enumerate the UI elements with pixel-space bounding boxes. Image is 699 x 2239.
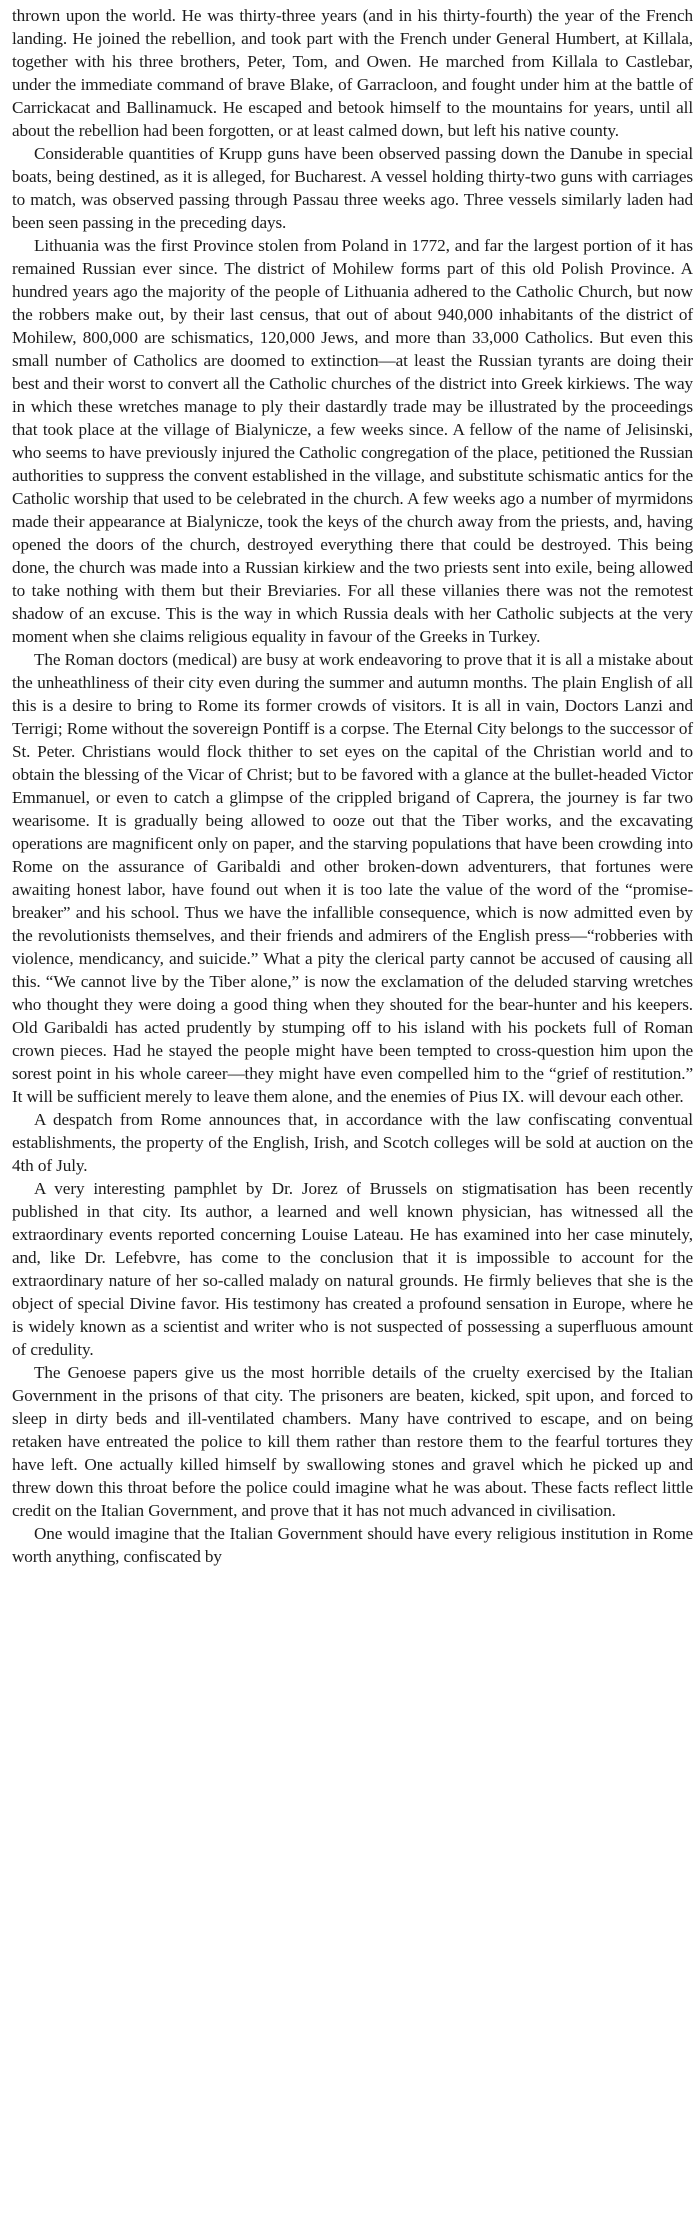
paragraph-stigmatisation-pamphlet: A very interesting pamphlet by Dr. Jorez of Brussels on stigmatisation has been recently published in that city. Its author, a learned and well known physician, has witnessed all the extraordinary events reported concerning Louise Lateau. He has examined into her case minutely, and, like Dr. Lefebvre, has come to the conclusion that it is impossible to account for the extraordinary nature of her so-called malady on natural grounds. He firmly believes that she is the object of special Divine favor. His testimony has created a profound sensation in Europe, where he is widely known as a scientist and writer who is not suspected of possessing a superfluous amount of credulity.: [12, 1179, 693, 1359]
paragraph-lithuania: Lithuania was the first Province stolen from Poland in 1772, and far the largest portion of it has remained Russian ever since. The district of Mohilew forms part of this old Polish Province. A hundred years ago the majority of the people of Lithuania adhered to the Catholic Church, but now the robbers make out, by their last census, that out of about 940,000 inhabitants of the district of Mohilew, 800,000 are schismatics, 120,000 Jews, and more than 33,000 Catholics. But even this small number of Catholics are doomed to extinction—at least the Russian tyrants are doing their best and their worst to convert all the Catholic churches of the district into Greek kirkiews. The way in which these wretches manage to ply their dastardly trade may be illustrated by the proceedings that took place at the village of Bialynicze, a few weeks since. A fellow of the name of Jelisinski, who seems to have previously injured the Catholic congregation of the place, petitioned the Russian authorities to suppress the convent established in the village, and substitute schismatic antics for the Catholic worship that used to be celebrated in the church. A few weeks ago a number of myrmidons made their appearance at Bialynicze, took the keys of the church away from the priests, and, having opened the doors of the church, destroyed everything there that could be destroyed. This being done, the church was made into a Russian kirkiew and the two priests sent into exile, being allowed to take nothing with them but their Breviaries. For all these villanies there was not the remotest shadow of an excuse. This is the way in which Russia deals with her Catholic subjects at the very moment when she claims religious equality in favour of the Greeks in Turkey.: [12, 236, 693, 646]
paragraph-genoese-prisons: The Genoese papers give us the most horrible details of the cruelty exercised by the Italian Government in the prisons of that city. The prisoners are beaten, kicked, spit upon, and forced to sleep in dirty beds and ill-ventilated chambers. Many have contrived to escape, and on being retaken have entreated the police to kill them rather than restore them to the fearful tortures they have left. One actually killed himself by swallowing stones and gravel which he picked up and threw down this throat before the police could imagine what he was about. These facts reflect little credit on the Italian Government, and prove that it has not much advanced in civilisation.: [12, 1363, 693, 1520]
paragraph-rome-despatch: A despatch from Rome announces that, in accordance with the law confiscating conventual establishments, the property of the English, Irish, and Scotch colleges will be sold at auction on the 4th of July.: [12, 1110, 693, 1175]
paragraph-rebellion-biography: thrown upon the world. He was thirty-three years (and in his thirty-fourth) the year of the French landing. He joined the rebellion, and took part with the French under General Humbert, at Killala, together with his three brothers, Peter, Tom, and Owen. He marched from Killala to Castlebar, under the immediate command of brave Blake, of Garracloon, and fought under him at the battle of Carrickacat and Ballinamuck. He escaped and betook himself to the mountains for years, until all about the rebellion had been forgotten, or at least calmed down, but left his native county.: [12, 6, 693, 140]
paragraph-krupp-guns: Considerable quantities of Krupp guns have been observed passing down the Danube in special boats, being destined, as it is alleged, for Bucharest. A vessel holding thirty-two guns with carriages to match, was observed passing through Passau three weeks ago. Three vessels similarly laden had been seen passing in the preceding days.: [12, 144, 693, 232]
paragraph-roman-doctors: The Roman doctors (medical) are busy at work endeavoring to prove that it is all a mistake about the unheathliness of their city even during the summer and autumn months. The plain English of all this is a desire to bring to Rome its former crowds of visitors. It is all in vain, Doctors Lanzi and Terrigi; Rome without the sovereign Pontiff is a corpse. The Eternal City belongs to the successor of St. Peter. Christians would flock thither to set eyes on the capital of the Christian world and to obtain the blessing of the Vicar of Christ; but to be favored with a glance at the bullet-headed Victor Emmanuel, or even to catch a glimpse of the crippled brigand of Caprera, the journey is far two wearisome. It is gradually being allowed to ooze out that the Tiber works, and the excavating operations are magnificent only on paper, and the starving populations that have been crowding into Rome on the assurance of Garibaldi and other broken-down adventurers, that fortunes were awaiting honest labor, have found out when it is too late the value of the word of the “promise-breaker” and his school. Thus we have the infallible consequence, which is now admitted even by the revolutionists themselves, and their friends and admirers of the English press—“robberies with violence, mendicancy, and suicide.” What a pity the clerical party cannot be accused of causing all this. “We cannot live by the Tiber alone,” is now the exclamation of the deluded starving wretches who thought they were doing a good thing when they shouted for the bear-hunter and his keepers. Old Garibaldi has acted prudently by stumping off to his island with his pockets full of Roman crown pieces. Had he stayed the people might have been tempted to cross-question him upon the sorest point in his whole career—they might have even compelled him to the “grief of restitution.” It will be sufficient merely to leave them alone, and the enemies of Pius IX. will devour each other.: [12, 650, 693, 1106]
paragraph-italian-government: One would imagine that the Italian Government should have every religious institution in Rome worth anything, confiscated by: [12, 1524, 693, 1566]
